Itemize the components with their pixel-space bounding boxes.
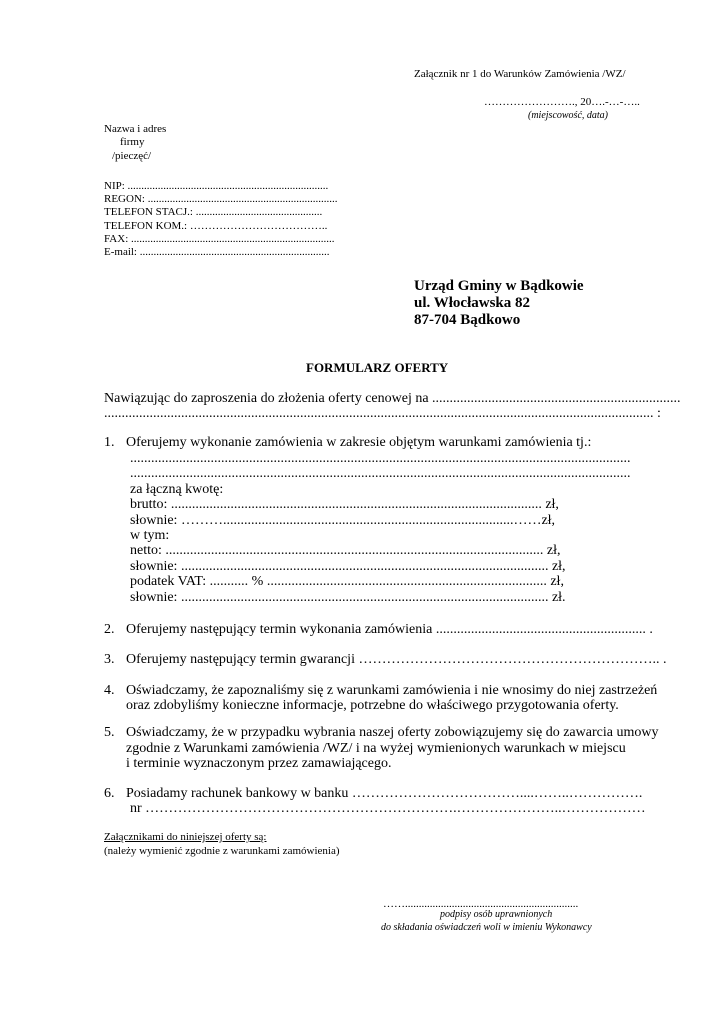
including-label: w tym: <box>130 528 170 543</box>
attachment-note: Załącznik nr 1 do Warunków Zamówienia /WZ/ <box>414 68 626 80</box>
company-name-label: Nazwa i adres <box>104 123 167 135</box>
vat-words-field[interactable]: słownie: ......................................................................................................... zł. <box>130 590 566 605</box>
recipient-line-1: Urząd Gminy w Bądkowie <box>414 278 584 294</box>
vat-field[interactable]: podatek VAT: ........... % ................................................................................ zł, <box>130 574 564 589</box>
total-amount-label: za łączną kwotę: <box>130 482 224 497</box>
net-words-field[interactable]: słownie: ......................................................................................................... zł, <box>130 559 566 574</box>
net-field[interactable]: netto: ............................................................................................................ zł, <box>130 543 561 558</box>
intro-line-1[interactable]: Nawiązując do zaproszenia do złożenia oferty cenowej na ....................................................................... <box>104 391 681 406</box>
statement-5-line-3: i terminie wyznaczonym przez zamawiającego. <box>126 756 392 771</box>
gross-field[interactable]: brutto: .......................................................................................................... zł, <box>130 497 559 512</box>
signature-caption-2: do składania oświadczeń woli w imieniu Wykonawcy <box>381 922 592 933</box>
item-3-number: 3. <box>104 652 115 667</box>
email-field[interactable]: E-mail: ..................................................................... <box>104 246 330 258</box>
bank-name-field[interactable]: Posiadamy rachunek bankowy w banku ………………………………....……..……………. <box>126 786 643 801</box>
item-4-number: 4. <box>104 683 115 698</box>
form-title: FORMULARZ OFERTY <box>306 360 449 375</box>
company-stamp-label: /pieczęć/ <box>112 150 152 162</box>
place-date-field[interactable]: ……………………., 20….-…-….. <box>484 96 640 108</box>
completion-term-field[interactable]: Oferujemy następujący termin wykonania zamówienia ............................................................ . <box>126 622 653 637</box>
warranty-term-field[interactable]: Oferujemy następujący termin gwarancji ……………………………………………………….. . <box>126 652 667 667</box>
statement-5-line-2: zgodnie z Warunkami zamówienia /WZ/ i na wyżej wymienionych warunkach w miejscu <box>126 741 626 756</box>
gross-words-field[interactable]: słownie: ………...................................................................................……zł, <box>130 513 556 528</box>
signature-field[interactable]: ……............................................................... <box>383 898 579 910</box>
attachments-label: Załącznikami do niniejszej oferty są: <box>104 831 267 843</box>
place-date-hint: (miejscowość, data) <box>528 110 608 121</box>
attachments-hint: (należy wymienić zgodnie z warunkami zamówienia) <box>104 845 340 857</box>
item-5-number: 5. <box>104 725 115 740</box>
item-1-number: 1. <box>104 435 115 450</box>
item-1-scope-line-1[interactable]: ............................................................................................................................................... <box>130 451 631 466</box>
regon-field[interactable]: REGON: ..................................................................... <box>104 193 338 205</box>
fax-field[interactable]: FAX: .......................................................................... <box>104 233 335 245</box>
statement-4-line-1: Oświadczamy, że zapoznaliśmy się z warunkami zamówienia i nie wnosimy do niej zastrzeżeń <box>126 683 658 698</box>
item-2-number: 2. <box>104 622 115 637</box>
item-1-text: Oferujemy wykonanie zamówienia w zakresie objętym warunkami zamówienia tj.: <box>126 435 592 450</box>
statement-5-line-1: Oświadczamy, że w przypadku wybrania naszej oferty zobowiązujemy się do zawarcia umowy <box>126 725 659 740</box>
company-firm-label: firmy <box>120 136 145 148</box>
item-1-scope-line-2[interactable]: ............................................................................................................................................... <box>130 466 631 481</box>
signature-caption-1: podpisy osób uprawnionych <box>440 909 553 920</box>
item-6-number: 6. <box>104 786 115 801</box>
nip-field[interactable]: NIP: ......................................................................... <box>104 180 329 192</box>
phone-mobile-field[interactable]: TELEFON KOM.: ……………………………….. <box>104 220 328 232</box>
recipient-line-2: ul. Włocławska 82 <box>414 295 530 311</box>
recipient-line-3: 87-704 Bądkowo <box>414 312 521 328</box>
intro-line-2[interactable]: ............................................................................................................................................................. : <box>104 406 661 421</box>
phone-landline-field[interactable]: TELEFON STACJ.: .............................................. <box>104 206 323 218</box>
statement-4-line-2: oraz zdobyliśmy konieczne informacje, potrzebne do właściwego przygotowania oferty. <box>126 698 619 713</box>
bank-account-field[interactable]: nr ………………………………………………………….…………………..……………… <box>130 801 646 816</box>
